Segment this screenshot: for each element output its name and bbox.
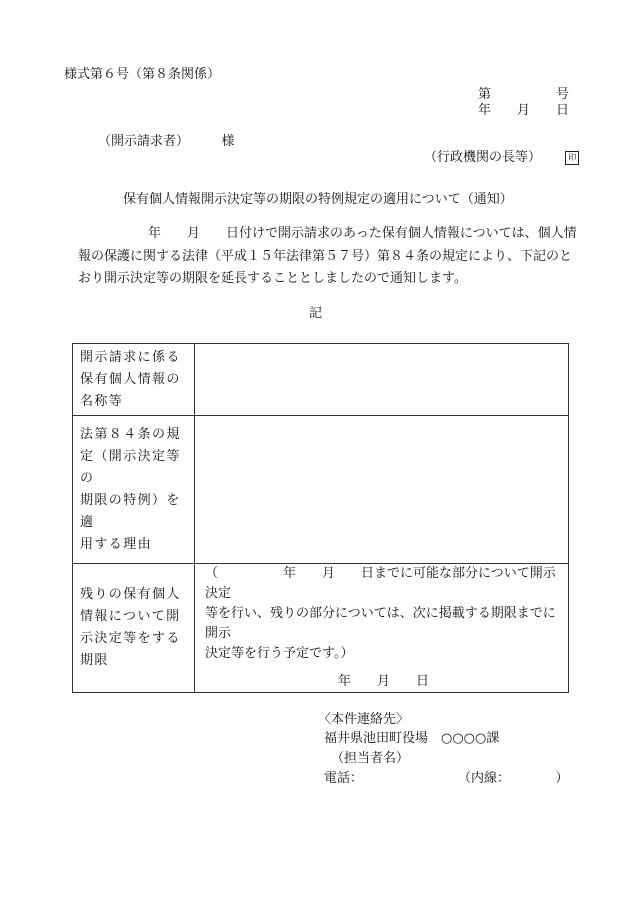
deadline-text-3: 決定等を行う予定です。） xyxy=(205,646,354,661)
body-line-2: 報の保護に関する法律（平成１５年法律第５７号）第８４条の規定により、下記のと xyxy=(78,249,573,264)
seal-icon: 印 xyxy=(565,151,579,165)
contact-extension: （内線： ） xyxy=(458,771,569,786)
body-line-3: おり開示決定等の期限を延長することとしましたので通知します。 xyxy=(78,271,467,286)
deadline-date: 年 月 日 xyxy=(337,674,429,689)
row-value xyxy=(195,344,569,416)
body-line-1: 年 月 日付けで開示請求のあった保有個人情報については、個人情 xyxy=(148,226,577,241)
row-label: 開示請求に係る 保有個人情報の 名称等 xyxy=(73,344,195,416)
contact-heading: 〈本件連絡先〉 xyxy=(318,712,410,727)
sender-title xyxy=(424,149,579,166)
details-table xyxy=(72,343,569,693)
row-label: 法第８４条の規 定（開示決定等の 期限の特例）を適 用する理由 xyxy=(73,416,195,564)
ki-heading: 記 xyxy=(309,306,323,321)
document-date: 年 月 日 xyxy=(478,103,570,118)
table-row xyxy=(73,344,569,416)
table-row xyxy=(73,564,569,693)
deadline-value xyxy=(195,564,569,693)
contact-phone: 電話： xyxy=(324,771,364,786)
deadline-text-2: 等を行い、残りの部分については、次に掲載する期限までに開示 xyxy=(205,606,556,641)
document-title: 保有個人情報開示決定等の期限の特例規定の適用について（通知） xyxy=(123,192,513,207)
contact-office: 福井県池田町役場 ○○○○課 xyxy=(324,731,500,746)
row-value xyxy=(195,416,569,564)
table-row xyxy=(73,416,569,564)
sender-name: （行政機関の長等） xyxy=(424,150,542,165)
document-number: 第 号 xyxy=(478,87,570,102)
contact-person: （担当者名） xyxy=(331,751,410,766)
requester-name: （開示請求者） 様 xyxy=(98,134,235,149)
deadline-text-1: （ 年 月 日までに可能な部分について開示決定 xyxy=(205,566,556,601)
form-number: 様式第６号（第８条関係） xyxy=(64,67,221,82)
row-label: 残りの保有個人 情報について開 示決定等をする 期限 xyxy=(73,564,195,693)
